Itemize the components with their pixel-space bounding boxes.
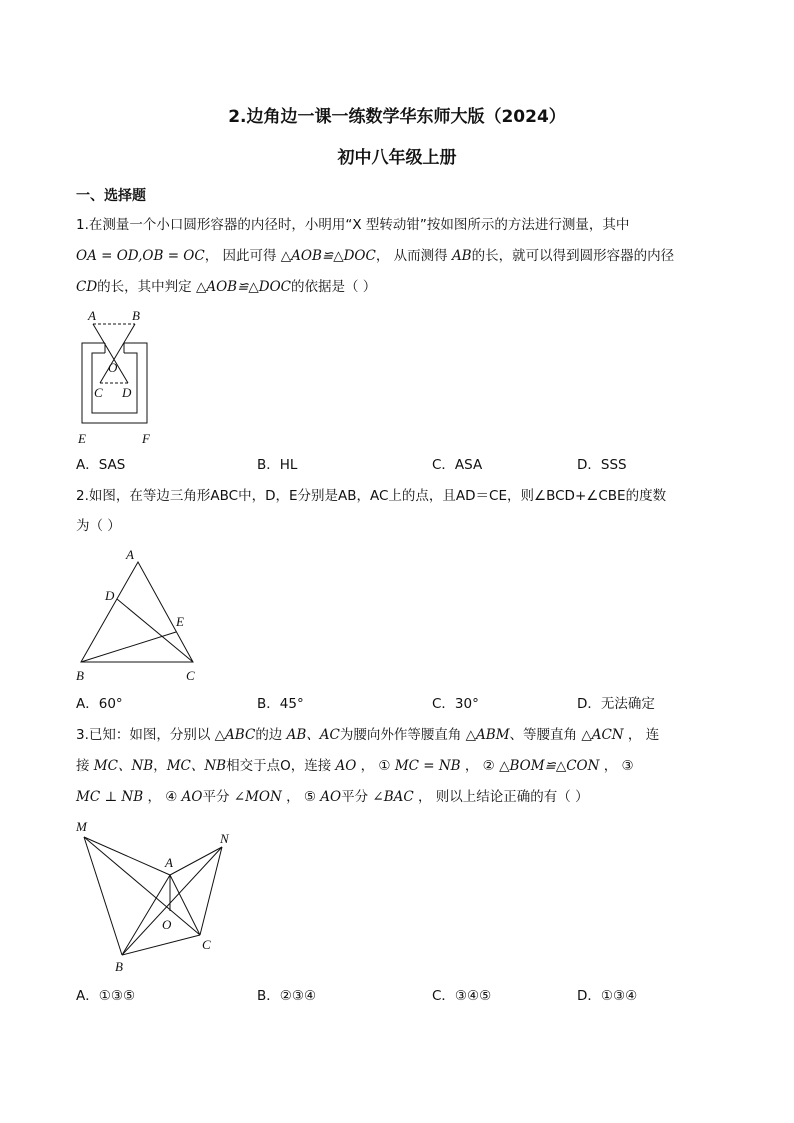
q1-math: △AOB≌△DOC	[280, 248, 376, 264]
q2-option-d[interactable]: D．无法确定	[577, 696, 655, 712]
q1-label-c: C	[94, 385, 103, 400]
q2-label-d: D	[105, 588, 115, 603]
q2-option-c[interactable]: C．30°	[432, 696, 479, 712]
q3-text-line-2	[76, 756, 634, 776]
q2-label-a: A	[126, 547, 134, 562]
q3-label-b: B	[115, 959, 123, 974]
q1-text: ， 从而测得	[375, 248, 452, 264]
q3-label-o: O	[162, 917, 172, 932]
q3-math: ∠BAC	[372, 789, 414, 805]
q1-text: 的长，其中判定	[97, 279, 196, 295]
q3-math: MC = NB	[394, 758, 461, 774]
q1-label-a: A	[88, 308, 96, 323]
q1-text-line-1: 1.在测量一个小口圆形容器的内径时，小明用“X 型转动钳”按如图所示的方法进行测量，其中	[76, 217, 630, 233]
q3-math: AO	[335, 758, 357, 774]
q3-math: △ABC	[214, 727, 256, 743]
q3-text: ， ②	[460, 758, 500, 774]
q3-math: AO	[320, 789, 342, 805]
q3-text: ， ①	[356, 758, 395, 774]
section-heading: 一、选择题	[76, 188, 146, 204]
q3-option-d[interactable]: D．①③④	[577, 988, 638, 1004]
q2-text-line-1: 2.如图，在等边三角形ABC中，D，E分别是AB，AC上的点，且AD＝CE，则∠BCD+∠CBE的度数	[76, 488, 667, 504]
q3-math: ∠MON	[233, 789, 282, 805]
q3-option-b[interactable]: B．②③④	[257, 988, 317, 1004]
q1-text: 的长，就可以得到圆形容器的内径	[471, 248, 675, 264]
q1-math: AB	[451, 248, 472, 264]
q1-option-b[interactable]: B．HL	[257, 457, 298, 473]
q1-label-e: E	[78, 431, 86, 446]
q2-option-b[interactable]: B．45°	[257, 696, 304, 712]
q1-label-d: D	[122, 385, 132, 400]
q1-math: △AOB≌△DOC	[195, 279, 291, 295]
q3-math: △ACN	[581, 727, 624, 743]
q3-math: MC、NB	[93, 758, 154, 774]
q1-text-line-2	[76, 246, 674, 266]
q3-text: ， ④	[143, 789, 182, 805]
q2-label-e: E	[176, 614, 184, 629]
q1-text: 的依据是（ ）	[291, 279, 377, 295]
q2-label-b: B	[76, 668, 84, 683]
q2-text-line-2: 为（ ）	[76, 518, 121, 534]
q3-math: MC ⊥ NB	[76, 789, 144, 805]
q3-text: 平分	[341, 789, 373, 805]
q2-figure-triangle	[72, 544, 204, 686]
q3-text-line-3	[76, 787, 589, 807]
q2-label-c: C	[186, 668, 195, 683]
q3-option-c[interactable]: C．③④⑤	[432, 988, 492, 1004]
q3-math: △BOM≌△CON	[499, 758, 600, 774]
q1-math: OA = OD,OB = OC	[76, 248, 205, 264]
q3-text: 的边	[255, 727, 287, 743]
q3-math: AB、AC	[286, 727, 340, 743]
q3-text: ， ③	[599, 758, 634, 774]
q3-math: MC、NB	[166, 758, 227, 774]
q3-label-c: C	[202, 937, 211, 952]
q3-label-a: A	[165, 855, 173, 870]
q1-text: ， 因此可得	[204, 248, 281, 264]
q3-text: ， 则以上结论正确的有（ ）	[413, 789, 589, 805]
document-subtitle: 初中八年级上册	[337, 148, 457, 168]
q1-label-b: B	[132, 308, 140, 323]
q3-text-line-1	[76, 725, 659, 745]
q3-label-n: N	[220, 831, 229, 846]
q1-label-f: F	[142, 431, 150, 446]
q3-math: AO	[181, 789, 203, 805]
q3-text: 为腰向外作等腰直角	[339, 727, 466, 743]
q1-option-c[interactable]: C．ASA	[432, 457, 483, 473]
q2-option-a[interactable]: A．60°	[76, 696, 123, 712]
q1-label-o: O	[108, 360, 118, 375]
q3-text: 平分	[202, 789, 234, 805]
q3-option-a[interactable]: A．①③⑤	[76, 988, 136, 1004]
q1-text-line-3	[76, 277, 376, 297]
q1-option-d[interactable]: D．SSS	[577, 457, 627, 473]
q1-figure-caliper	[72, 305, 162, 447]
q3-text: 3.已知：如图，分别以	[76, 727, 215, 743]
q3-math: △ABM	[465, 727, 510, 743]
q3-text: 、等腰直角	[509, 727, 582, 743]
q1-math: CD	[76, 279, 98, 295]
q3-figure-isosceles	[72, 815, 242, 977]
q3-text: 接	[76, 758, 94, 774]
document-title: 2.边角边一课一练数学华东师大版（2024）	[228, 107, 566, 127]
q3-text: ，	[153, 758, 167, 774]
q3-text: ， ⑤	[281, 789, 321, 805]
q3-text: 相交于点O，连接	[226, 758, 336, 774]
q3-label-m: M	[76, 819, 87, 834]
q3-text: ， 连	[623, 727, 660, 743]
q1-option-a[interactable]: A．SAS	[76, 457, 126, 473]
